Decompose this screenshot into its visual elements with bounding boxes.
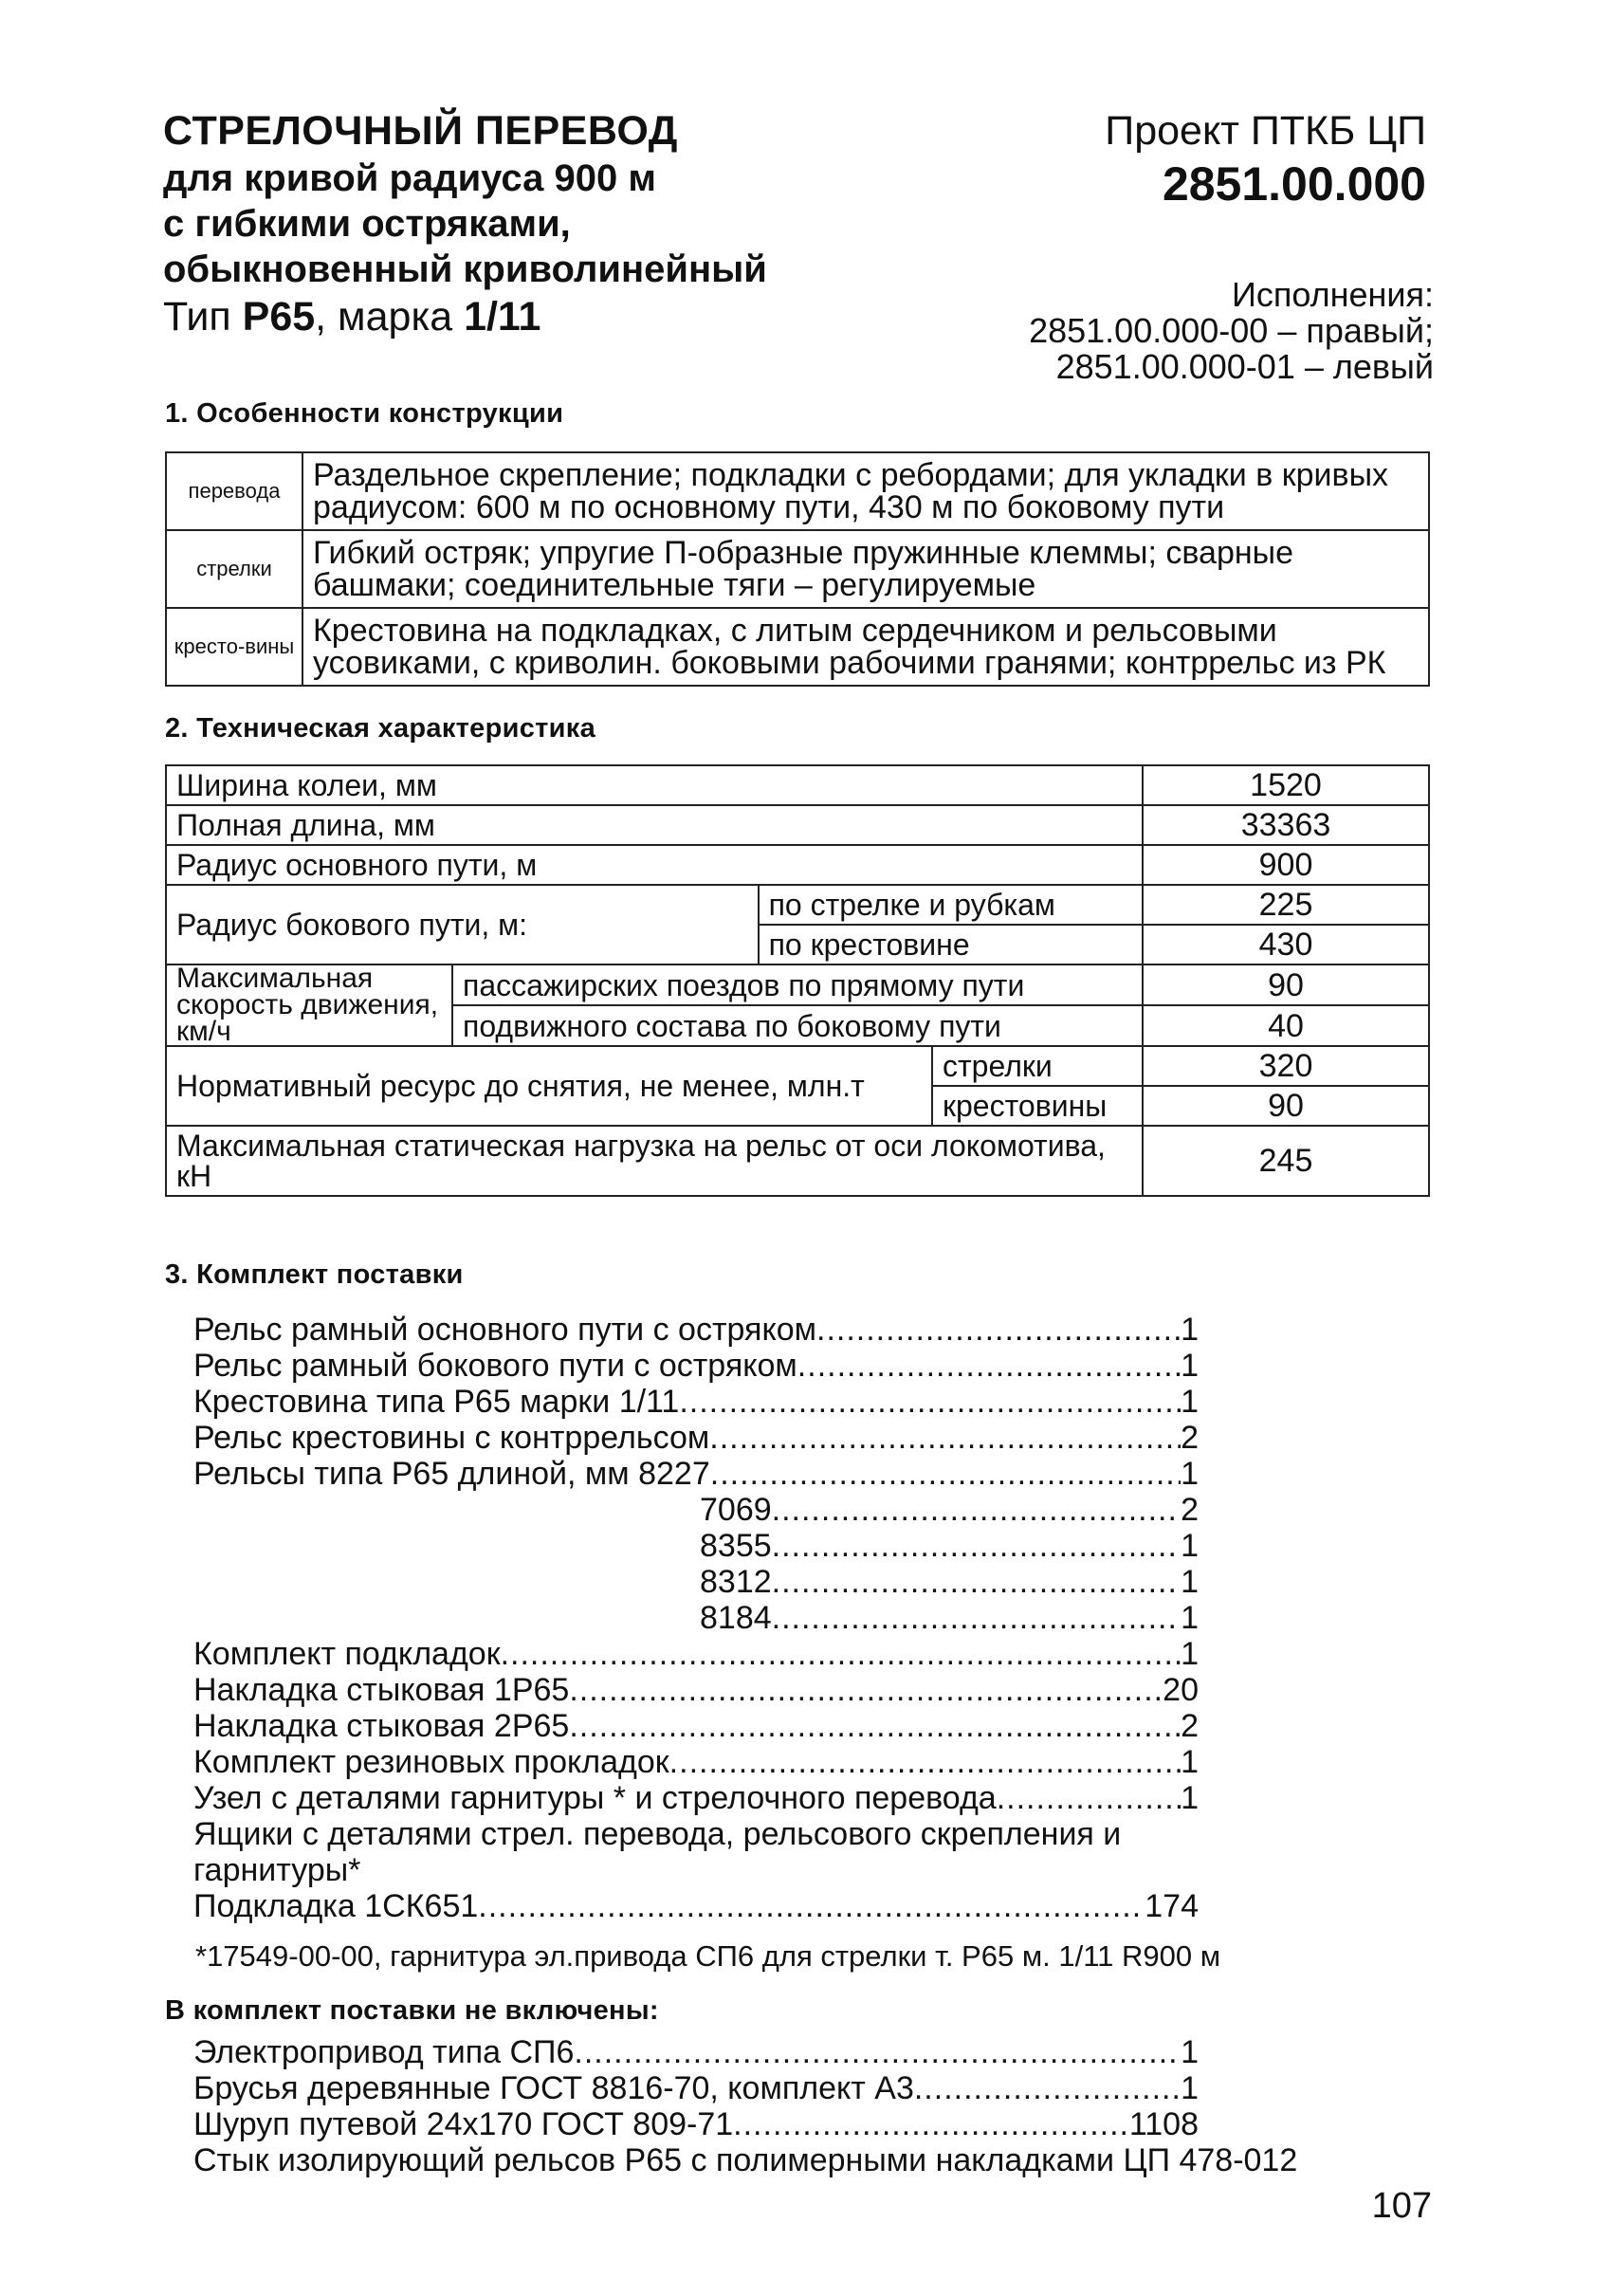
spec-sublabel: крестовины — [932, 1086, 1143, 1126]
item-qty: 1 — [1181, 1744, 1199, 1780]
leader-dots — [574, 2034, 1181, 2070]
list-item — [193, 1600, 1199, 1636]
category-cell: перевода — [166, 452, 302, 530]
item-qty: 1 — [1181, 1384, 1199, 1420]
spec-label: Нормативный ресурс до снятия, не менее, млн.т — [166, 1046, 932, 1126]
item-qty: 1 — [1181, 2034, 1199, 2070]
item-qty: 1 — [1181, 1600, 1199, 1636]
item-qty: 1 — [1181, 1780, 1199, 1816]
item-label: Электропривод типа СП6 — [193, 2034, 575, 2070]
item-label: 8355 — [700, 1528, 772, 1564]
excluded-title: В комплект поставки не включены: — [165, 1995, 659, 2026]
type-value: Р65 — [242, 294, 316, 340]
item-qty: 2 — [1181, 1708, 1199, 1744]
item-qty: 2 — [1181, 1492, 1199, 1528]
item-label: Шуруп путевой 24х170 ГОСТ 809-71 — [193, 2106, 734, 2142]
project-block — [1105, 106, 1426, 212]
list-item — [193, 2142, 1298, 2178]
project-number: 2851.00.000 — [1162, 157, 1426, 211]
item-qty: 1 — [1181, 1312, 1199, 1348]
leader-dots — [710, 1456, 1181, 1492]
category-cell: стрелки — [166, 530, 302, 608]
spec-value: 1520 — [1143, 765, 1429, 805]
list-item — [193, 1348, 1199, 1384]
list-item — [193, 1420, 1199, 1456]
leader-dots — [733, 2106, 1129, 2142]
grade-value: 1/11 — [464, 294, 541, 340]
title-line-2: для кривой радиуса 900 м — [163, 157, 656, 199]
spec-value: 430 — [1143, 925, 1429, 964]
item-label: Комплект резиновых прокладок — [193, 1744, 669, 1780]
item-label: Рельс крестовины с контррельсом — [193, 1420, 710, 1456]
spec-sublabel: подвижного состава по боковому пути — [452, 1005, 1143, 1046]
table-row — [166, 885, 1429, 925]
item-label: Ящики с деталями стрел. перевода, рельсового скрепления и гарнитуры* — [193, 1816, 1122, 1888]
variant-right: 2851.00.000-00 – правый; — [1029, 311, 1434, 350]
technical-specs-table — [165, 764, 1430, 1197]
excluded-list — [193, 2034, 1298, 2178]
item-label: Накладка стыковая 1Р65 — [193, 1672, 570, 1708]
list-item — [193, 1888, 1199, 1924]
section1-title: 1. Особенности конструкции — [165, 398, 564, 429]
leader-dots — [772, 1492, 1181, 1528]
list-item — [193, 1708, 1199, 1744]
table-row — [166, 805, 1429, 845]
list-item — [193, 2034, 1199, 2070]
title-line-4: обыкновенный криволинейный — [163, 248, 767, 290]
spec-value: 90 — [1143, 1086, 1429, 1126]
description-cell: Гибкий остряк; упругие П-образные пружинные клеммы; сварные башмаки; соединительные тяги – регулируемые — [302, 530, 1429, 608]
item-qty: 1 — [1181, 1528, 1199, 1564]
leader-dots — [914, 2070, 1181, 2106]
list-item — [193, 1384, 1199, 1420]
spec-sublabel: стрелки — [932, 1046, 1143, 1086]
list-item — [193, 1744, 1199, 1780]
type-line — [163, 292, 846, 341]
list-item — [193, 2106, 1199, 2142]
item-qty: 174 — [1145, 1888, 1199, 1924]
item-label: Крестовина типа Р65 марки 1/11 — [193, 1384, 680, 1420]
table-row — [166, 765, 1429, 805]
spec-value: 33363 — [1143, 805, 1429, 845]
spec-label: Максимальная скорость движения, км/ч — [166, 964, 452, 1046]
list-item — [193, 1528, 1199, 1564]
title-line-3: с гибкими остряками, — [163, 203, 571, 245]
item-label: 7069 — [700, 1492, 772, 1528]
spec-label: Ширина колеи, мм — [166, 765, 1143, 805]
leader-dots — [569, 1708, 1181, 1744]
document-title — [163, 106, 846, 341]
spec-value: 90 — [1143, 964, 1429, 1005]
item-qty: 1 — [1181, 1348, 1199, 1384]
description-cell: Крестовина на подкладках, с литым сердечником и рельсовыми усовиками, с криволин. боковыми рабочими гранями; контррельс из РК — [302, 608, 1429, 686]
spec-label: Полная длина, мм — [166, 805, 1143, 845]
leader-dots — [797, 1348, 1181, 1384]
item-qty: 1 — [1181, 1564, 1199, 1600]
spec-value: 245 — [1143, 1126, 1429, 1196]
leader-dots — [709, 1420, 1181, 1456]
spec-label: Радиус основного пути, м — [166, 845, 1143, 885]
item-qty: 2 — [1181, 1420, 1199, 1456]
list-item — [193, 1672, 1199, 1708]
leader-dots — [772, 1564, 1181, 1600]
item-label: Рельс рамный бокового пути с остряком — [193, 1348, 797, 1384]
category-cell: кресто-вины — [166, 608, 302, 686]
spec-value: 40 — [1143, 1005, 1429, 1046]
table-row — [166, 452, 1429, 530]
leader-dots — [772, 1600, 1181, 1636]
leader-dots — [772, 1528, 1181, 1564]
list-item — [193, 1564, 1199, 1600]
variant-left: 2851.00.000-01 – левый — [1055, 347, 1434, 386]
item-label: 8312 — [700, 1564, 772, 1600]
list-item — [193, 1636, 1199, 1672]
leader-dots — [669, 1744, 1181, 1780]
description-cell: Раздельное скрепление; подкладки с ребордами; для укладки в кривых радиусом: 600 м по основному пути, 430 м по боковому пути — [302, 452, 1429, 530]
footnote: *17549-00-00, гарнитура эл.привода СП6 для стрелки т. Р65 м. 1/11 R900 м — [195, 1939, 1221, 1973]
item-label: Рельсы типа Р65 длиной, мм 8227 — [193, 1456, 710, 1492]
spec-sublabel: по стрелке и рубкам — [759, 885, 1143, 925]
list-item — [193, 1492, 1199, 1528]
item-qty: 20 — [1163, 1672, 1199, 1708]
list-item — [193, 1780, 1199, 1816]
title-line-1: СТРЕЛОЧНЫЙ ПЕРЕВОД — [163, 108, 678, 154]
type-prefix: Тип — [163, 294, 243, 340]
item-label: Узел с деталями гарнитуры * и стрелочного перевода — [193, 1780, 997, 1816]
list-item — [193, 1312, 1199, 1348]
variants-label: Исполнения: — [1232, 275, 1434, 314]
leader-dots — [997, 1780, 1181, 1816]
design-features-table — [165, 451, 1430, 687]
table-row — [166, 1046, 1429, 1086]
spec-sublabel: по крестовине — [759, 925, 1143, 964]
list-item — [193, 2070, 1199, 2106]
leader-dots — [569, 1672, 1163, 1708]
spec-value: 320 — [1143, 1046, 1429, 1086]
item-qty: 1 — [1181, 1636, 1199, 1672]
section3-title: 3. Комплект поставки — [165, 1259, 464, 1290]
leader-dots — [816, 1312, 1181, 1348]
table-row — [166, 1126, 1429, 1196]
delivery-list — [193, 1312, 1199, 1924]
leader-dots — [679, 1384, 1181, 1420]
page-number: 107 — [1371, 2186, 1432, 2226]
grade-prefix: , марка — [315, 294, 465, 340]
item-label: Стык изолирующий рельсов Р65 с полимерными накладками ЦП 478-012 — [193, 2142, 1298, 2178]
table-row — [166, 530, 1429, 608]
leader-dots — [501, 1636, 1182, 1672]
item-qty: 1 — [1181, 1456, 1199, 1492]
variants-block — [1029, 277, 1434, 385]
project-label: Проект ПТКБ ЦП — [1105, 108, 1426, 154]
spec-value: 225 — [1143, 885, 1429, 925]
item-label: Накладка стыковая 2Р65 — [193, 1708, 570, 1744]
item-label: 8184 — [700, 1600, 772, 1636]
table-row — [166, 608, 1429, 686]
spec-label: Радиус бокового пути, м: — [166, 885, 759, 964]
item-qty: 1108 — [1128, 2106, 1199, 2142]
spec-sublabel: пассажирских поездов по прямому пути — [452, 964, 1143, 1005]
section2-title: 2. Техническая характеристика — [165, 713, 596, 744]
item-label: Подкладка 1СК651 — [193, 1888, 479, 1924]
item-label: Комплект подкладок — [193, 1636, 501, 1672]
list-item — [193, 1456, 1199, 1492]
leader-dots — [478, 1888, 1145, 1924]
spec-label: Максимальная статическая нагрузка на рельс от оси локомотива, кН — [166, 1126, 1143, 1196]
table-row — [166, 964, 1429, 1005]
spec-value: 900 — [1143, 845, 1429, 885]
list-item — [193, 1816, 1199, 1888]
item-label: Брусья деревянные ГОСТ 8816-70, комплект А3 — [193, 2070, 914, 2106]
item-label: Рельс рамный основного пути с остряком — [193, 1312, 816, 1348]
table-row — [166, 845, 1429, 885]
item-qty: 1 — [1181, 2070, 1199, 2106]
